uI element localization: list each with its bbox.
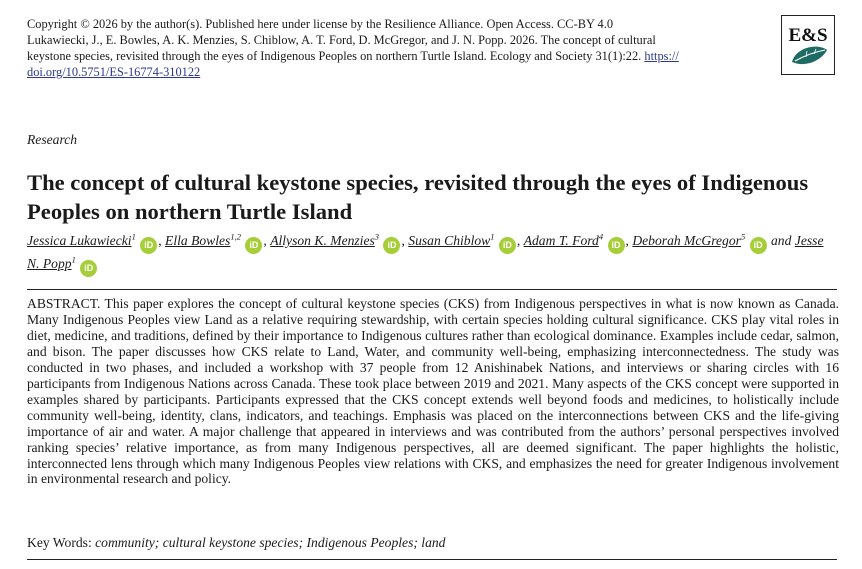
abstract	[27, 296, 839, 487]
journal-logo	[781, 15, 835, 75]
keywords-label: Key Words:	[27, 535, 92, 550]
author-entry	[27, 233, 158, 248]
doi-link-start[interactable]: https://	[644, 49, 679, 63]
abstract-bottom-rule	[27, 559, 837, 560]
citation-line-2	[27, 48, 767, 64]
author-affiliation: 3	[374, 231, 380, 242]
author-name-bowles[interactable]: Ella Bowles	[165, 233, 231, 248]
author-affiliation: 1	[71, 254, 76, 265]
keywords-values: community; cultural keystone species; Indigenous Peoples; land	[95, 535, 446, 550]
logo-text: E&S	[788, 25, 828, 46]
author-affiliation: 1,2	[230, 231, 241, 242]
section-label: Research	[27, 132, 78, 147]
author-name-chiblow[interactable]: Susan Chiblow	[408, 233, 491, 248]
author-name-menzies[interactable]: Allyson K. Menzies	[270, 233, 375, 248]
author-list: Jessica Lukawiecki$^1$ iD , Ella Bowles$^{1,2}$ iD , Allyson K. Menzies$^3$ iD , Susan Chiblow$^1$ iD , Adam T. Ford$^4$ iD , Deborah McGregor$^5$ iD and Jesse N. Popp$^1$ iD	[27, 231, 839, 277]
author-conjunction: and	[771, 233, 792, 248]
copyright-line: Copyright © 2026 by the author(s). Published here under license by the Resilience Alliance. Open Access. CC-BY 4.0	[27, 17, 614, 31]
es-journal-logo-leaf	[782, 16, 834, 74]
author-affiliation: 4	[598, 231, 604, 242]
orcid-icon[interactable]: iD	[608, 237, 625, 254]
orcid-icon[interactable]: iD	[245, 237, 262, 254]
author-name-lukawiecki[interactable]: Jessica Lukawiecki	[27, 233, 132, 248]
author-affiliation: 1	[490, 231, 495, 242]
author-affiliation: 1	[131, 231, 136, 242]
orcid-icon[interactable]: iD	[140, 237, 157, 254]
doi-line	[27, 64, 767, 80]
doi-link[interactable]: doi.org/10.5751/ES-16774-310122	[27, 65, 201, 79]
orcid-icon[interactable]: iD	[383, 237, 400, 254]
orcid-icon[interactable]: iD	[750, 237, 767, 254]
abstract-text: This paper explores the concept of cultural keystone species (CKS) from Indigenous perspectives in what is now known as Canada. Many Indigenous Peoples view Land as a relative requiring stewardship, with certain species holding cultural significance. CKS play vital roles in diet, medicine, and traditions, defined by their importance to Indigenous cultures rather than ecological dominance. Examples include cedar, salmon, and bison. The paper discusses how CKS relate to Land, Water, and community well-being, emphasizing interconnectedness. The study was conducted in two phases, and included a workshop with 37 people from 12 Anishinabek Nations, and interviews or sharing circles with 16 participants from Indigenous Nations across Canada. These took place between 2019 and 2021. Many aspects of the CKS concept were supported in examples shared by participants. Participants expressed that the CKS concept extends well beyond foods and medicines, to holistically include community well-being, identity, clans, indicators, and teachings. Emphasis was placed on the interconnections between CKS and the life-giving importance of air and water. A major challenge that appeared in interviews and was contributed from the authors’ personal perspectives involved ranking species’ relative importance, as from many Indigenous perspectives, all are deemed significant. The paper highlights the holistic, interconnected lens through which many Indigenous Peoples view relations with CKS, and emphasizes the need for greater Indigenous involvement in environmental research and policy.	[27, 296, 839, 487]
citation-header	[27, 16, 767, 80]
abstract-label: ABSTRACT.	[27, 296, 101, 311]
author-entry	[524, 233, 626, 248]
article-title: The concept of cultural keystone species, revisited through the eyes of Indigenous Peoples on northern Turtle Island	[27, 170, 809, 224]
leaf-icon	[792, 47, 827, 64]
author-entry	[408, 233, 517, 248]
orcid-icon[interactable]: iD	[80, 260, 97, 277]
orcid-icon[interactable]: iD	[499, 237, 516, 254]
author-affiliation: 5	[740, 231, 746, 242]
author-entry	[165, 233, 263, 248]
author-entry	[632, 233, 767, 248]
citation-line-1: Lukawiecki, J., E. Bowles, A. K. Menzies, S. Chiblow, A. T. Ford, D. McGregor, and J. N. Popp. 2026. The concept of cultural	[27, 33, 656, 47]
author-name-ford[interactable]: Adam T. Ford	[523, 233, 599, 248]
abstract-top-rule	[27, 289, 837, 290]
author-entry	[270, 233, 401, 248]
author-name-mcgregor[interactable]: Deborah McGregor	[632, 233, 741, 248]
author-name-popp[interactable]: Jesse N. Popp	[27, 233, 824, 271]
citation-line-2-text: keystone species, revisited through the eyes of Indigenous Peoples on northern Turtle Island. Ecology and Society 31(1):22.	[27, 49, 642, 63]
keywords	[27, 535, 445, 551]
